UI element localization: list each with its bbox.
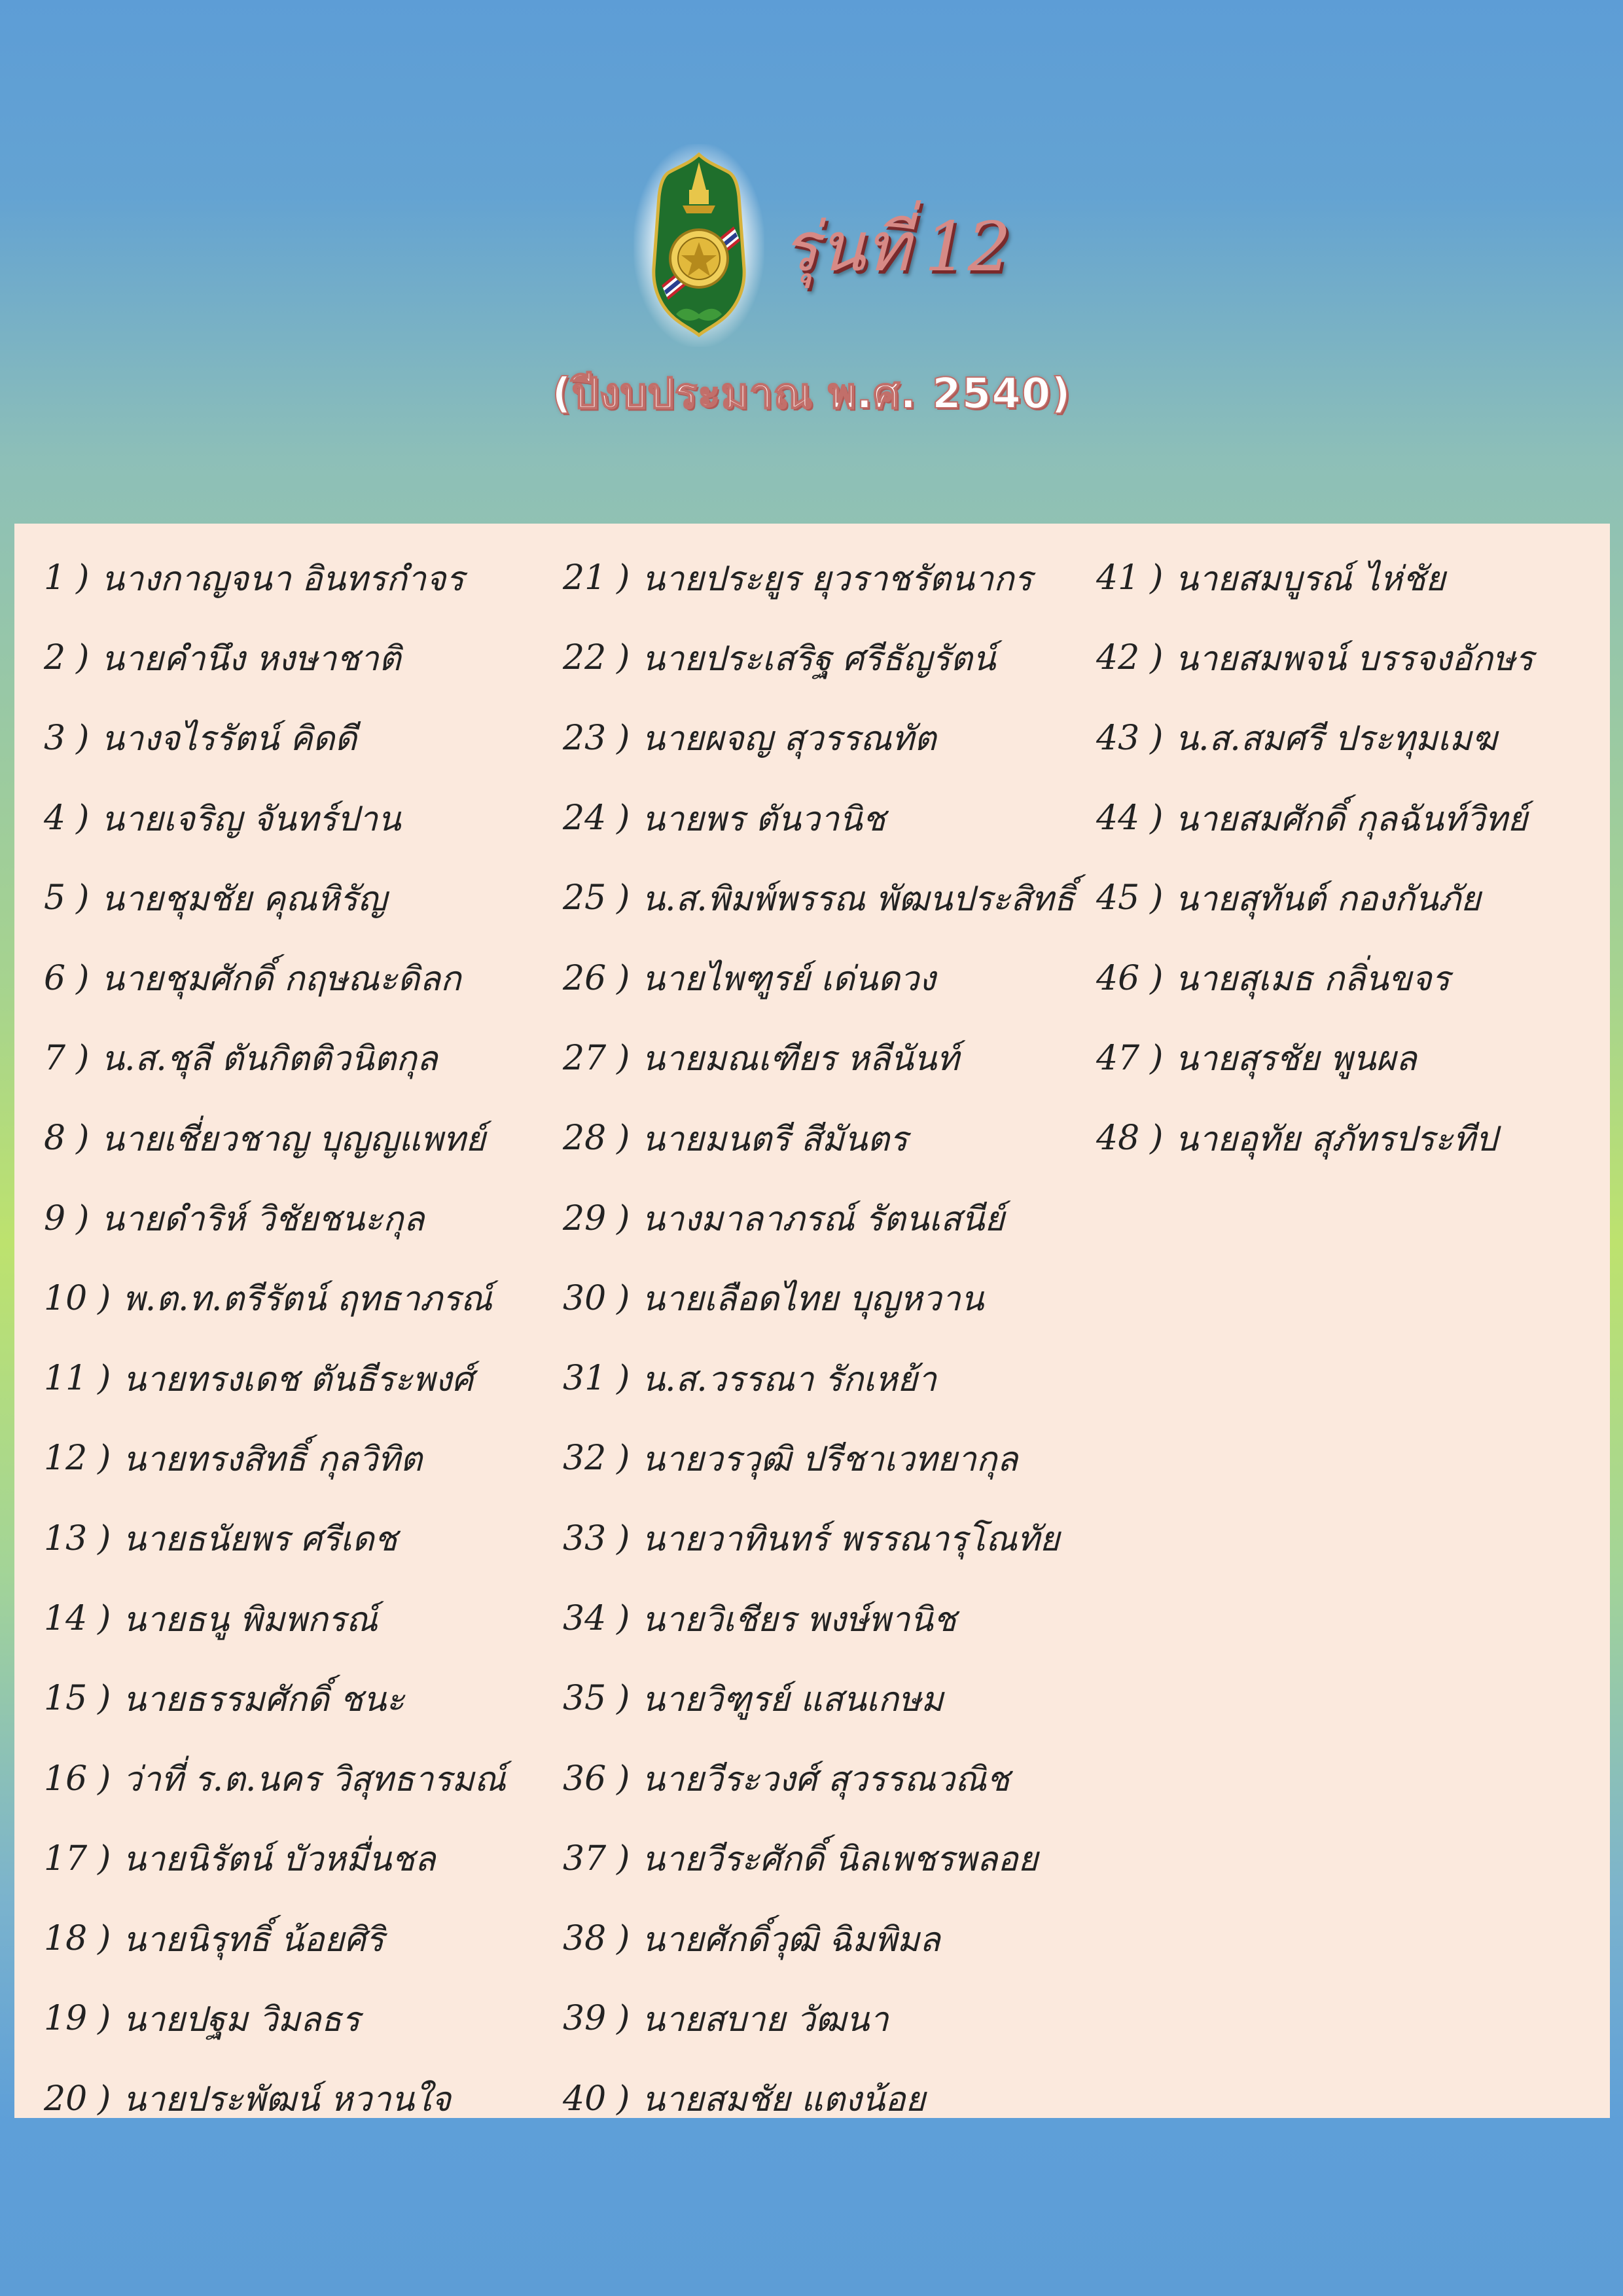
- member-name: นายเลือดไทย บุญหวาน: [641, 1280, 984, 1319]
- page-header: [0, 0, 1623, 524]
- item-number-paren: ): [76, 558, 90, 598]
- list-item: [1096, 938, 1533, 1018]
- item-number: 36: [563, 1759, 607, 1799]
- item-number: 14: [44, 1599, 88, 1638]
- list-item: [563, 618, 1075, 698]
- list-item: [563, 1819, 1075, 1899]
- item-number-paren: ): [76, 1119, 90, 1158]
- item-number: 41: [1096, 558, 1140, 598]
- item-number: 38: [563, 1919, 607, 1959]
- item-number-paren: ): [616, 958, 630, 998]
- item-number: 30: [563, 1278, 607, 1318]
- item-number: 19: [44, 1999, 88, 2039]
- item-number: 47: [1096, 1038, 1140, 1078]
- item-number: 8: [44, 1119, 66, 1158]
- list-item: [44, 1098, 506, 1178]
- organization-emblem-icon: [633, 144, 764, 347]
- item-number: 6: [44, 958, 66, 998]
- member-name: นายประพัฒน์ หวานใจ: [122, 2080, 451, 2120]
- member-name: นายเชี่ยวชาญ บุญญแพทย์: [101, 1119, 486, 1159]
- member-name: นายธรรมศักดิ์ ชนะ: [122, 1679, 405, 1719]
- item-number-paren: ): [98, 1439, 111, 1479]
- member-name: นายมณเฑียร หลีนันท์: [641, 1039, 959, 1079]
- list-item: [44, 778, 506, 858]
- member-name: นายปฐม วิมลธร: [122, 2000, 361, 2039]
- item-number: 5: [44, 878, 66, 918]
- member-column-1: [44, 524, 506, 2139]
- item-number-paren: ): [616, 798, 630, 838]
- item-number-paren: ): [76, 798, 90, 838]
- member-name: น.ส.วรรณา รักเหย้า: [641, 1359, 936, 1399]
- item-number-paren: ): [616, 718, 630, 758]
- member-name: นายสมพจน์ บรรจงอักษร: [1175, 639, 1534, 679]
- list-item: [44, 618, 506, 698]
- member-name: นายธนู พิมพกรณ์: [122, 1600, 378, 1640]
- list-item: [44, 1259, 506, 1338]
- item-number-paren: ): [98, 1919, 111, 1959]
- list-item: [563, 1979, 1075, 2058]
- member-name: นายสุทันต์ กองกันภัย: [1175, 879, 1481, 919]
- member-name: นายชุมชัย คุณหิรัญ: [101, 879, 387, 919]
- item-number-paren: ): [1150, 558, 1164, 598]
- item-number-paren: ): [616, 558, 630, 598]
- member-name: นายดำริห์ วิชัยชนะกุล: [101, 1200, 425, 1240]
- list-item: [44, 1418, 506, 1498]
- member-name: นายสบาย วัฒนา: [641, 2000, 889, 2039]
- item-number: 39: [563, 1999, 607, 2039]
- item-number: 11: [44, 1359, 88, 1399]
- item-number-paren: ): [76, 718, 90, 758]
- list-item: [44, 1018, 506, 1098]
- item-number-paren: ): [76, 878, 90, 918]
- item-number: 40: [563, 2079, 607, 2119]
- item-number: 26: [563, 958, 607, 998]
- member-name: นายพร ตันวานิช: [641, 799, 885, 839]
- list-item: [44, 1738, 506, 1818]
- item-number-paren: ): [1150, 638, 1164, 678]
- item-number-paren: ): [616, 1198, 630, 1238]
- member-name: นายวิเชียร พงษ์พานิช: [641, 1600, 957, 1640]
- list-item: [1096, 778, 1533, 858]
- item-number-paren: ): [616, 1759, 630, 1799]
- member-name: นายวีระศักดิ์ นิลเพชรพลอย: [641, 1840, 1039, 1880]
- item-number: 20: [44, 2079, 88, 2119]
- member-name: นายศักดิ์วุฒิ ฉิมพิมล: [641, 1920, 940, 1960]
- member-name: น.ส.สมศรี ประทุมเมฆ: [1175, 719, 1497, 759]
- member-name: นายผจญ สุวรรณทัต: [641, 719, 936, 759]
- item-number: 18: [44, 1919, 88, 1959]
- item-number: 42: [1096, 638, 1140, 678]
- item-number-paren: ): [1150, 878, 1164, 918]
- member-name: นายประเสริฐ ศรีธัญรัตน์: [641, 639, 996, 679]
- item-number-paren: ): [616, 1839, 630, 1878]
- list-item: [563, 938, 1075, 1018]
- item-number-paren: ): [616, 638, 630, 678]
- batch-number: 12: [924, 207, 1011, 287]
- item-number-paren: ): [616, 1599, 630, 1638]
- item-number-paren: ): [616, 1439, 630, 1479]
- list-item: [563, 538, 1075, 618]
- member-name: นายธนัยพร ศรีเดช: [122, 1520, 397, 1560]
- member-name: นางกาญจนา อินทรกำจร: [101, 559, 465, 599]
- list-item: [1096, 1098, 1533, 1178]
- item-number-paren: ): [1150, 718, 1164, 758]
- member-name: นายไพฑูรย์ เด่นดวง: [641, 960, 936, 999]
- item-number: 34: [563, 1599, 607, 1638]
- list-item: [563, 778, 1075, 858]
- item-number-paren: ): [98, 1679, 111, 1719]
- item-number-paren: ): [76, 958, 90, 998]
- list-item: [44, 698, 506, 778]
- item-number: 45: [1096, 878, 1140, 918]
- member-name: นายอุทัย สุภัทรประทีป: [1175, 1119, 1497, 1159]
- item-number: 3: [44, 718, 66, 758]
- member-list-panel: [14, 524, 1610, 2118]
- member-name: น.ส.พิมพ์พรรณ พัฒนประสิทธิ์: [641, 879, 1075, 919]
- item-number-paren: ): [98, 1999, 111, 2039]
- list-item: [563, 2059, 1075, 2139]
- item-number: 7: [44, 1038, 66, 1078]
- item-number-paren: ): [1150, 798, 1164, 838]
- item-number-paren: ): [98, 1599, 111, 1638]
- item-number: 25: [563, 878, 607, 918]
- list-item: [563, 1579, 1075, 1659]
- list-item: [563, 1899, 1075, 1979]
- item-number: 21: [563, 558, 607, 598]
- item-number-paren: ): [616, 1359, 630, 1399]
- item-number-paren: ): [616, 1919, 630, 1959]
- item-number-paren: ): [98, 1518, 111, 1558]
- list-item: [44, 1499, 506, 1579]
- item-number: 16: [44, 1759, 88, 1799]
- list-item: [563, 1018, 1075, 1098]
- list-item: [563, 1259, 1075, 1338]
- item-number-paren: ): [616, 1999, 630, 2039]
- member-column-2: [563, 524, 1075, 2139]
- item-number-paren: ): [98, 1359, 111, 1399]
- item-number-paren: ): [98, 1839, 111, 1878]
- list-item: [44, 1579, 506, 1659]
- list-item: [44, 1338, 506, 1418]
- list-item: [44, 2059, 506, 2139]
- item-number-paren: ): [616, 1518, 630, 1558]
- item-number: 9: [44, 1198, 66, 1238]
- member-name: นายคำนึง หงษาชาติ: [101, 639, 401, 679]
- list-item: [44, 1899, 506, 1979]
- list-item: [563, 1499, 1075, 1579]
- item-number: 31: [563, 1359, 607, 1399]
- item-number-paren: ): [616, 1038, 630, 1078]
- item-number-paren: ): [76, 1038, 90, 1078]
- member-name: นายวาทินทร์ พรรณารุโณทัย: [641, 1520, 1060, 1560]
- member-name: น.ส.ชุลี ตันกิตติวนิตกุล: [101, 1039, 438, 1079]
- list-item: [563, 1738, 1075, 1818]
- item-number: 44: [1096, 798, 1140, 838]
- member-name: นายมนตรี สีมันตร: [641, 1119, 908, 1159]
- item-number-paren: ): [76, 1198, 90, 1238]
- item-number-paren: ): [616, 1119, 630, 1158]
- member-name: นางมาลาภรณ์ รัตนเสนีย์: [641, 1200, 1005, 1240]
- member-name: นายทรงเดช ตันธีระพงศ์: [122, 1359, 474, 1399]
- item-number-paren: ): [1150, 1119, 1164, 1158]
- list-item: [1096, 618, 1533, 698]
- item-number: 23: [563, 718, 607, 758]
- member-name: นายวิฑูรย์ แสนเกษม: [641, 1679, 944, 1719]
- list-item: [563, 1659, 1075, 1738]
- member-name: นายวรวุฒิ ปรีชาเวทยากุล: [641, 1439, 1018, 1479]
- list-item: [563, 1418, 1075, 1498]
- item-number-paren: ): [1150, 1038, 1164, 1078]
- batch-title: [782, 207, 1011, 287]
- item-number: 4: [44, 798, 66, 838]
- fiscal-year-subtitle: (ปีงบประมาณ พ.ศ. 2540): [552, 370, 1071, 418]
- item-number-paren: ): [616, 2079, 630, 2119]
- item-number: 35: [563, 1679, 607, 1719]
- member-name: ว่าที่ ร.ต.นคร วิสุทธารมณ์: [122, 1760, 506, 1800]
- member-name: นายนิรุทธิ์ น้อยศิริ: [122, 1920, 384, 1960]
- list-item: [44, 858, 506, 938]
- member-name: นายนิรัตน์ บัวหมื่นชล: [122, 1840, 436, 1880]
- member-name: นายสมบูรณ์ ไห่ชัย: [1175, 559, 1446, 599]
- member-name: นายสมศักดิ์ กุลฉันท์วิทย์: [1175, 799, 1528, 839]
- item-number-paren: ): [98, 1278, 111, 1318]
- list-item: [563, 1178, 1075, 1258]
- item-number: 33: [563, 1518, 607, 1558]
- item-number-paren: ): [1150, 958, 1164, 998]
- item-number-paren: ): [616, 1679, 630, 1719]
- item-number: 2: [44, 638, 66, 678]
- member-name: นายประยูร ยุวราชรัตนากร: [641, 559, 1033, 599]
- member-name: นางจไรรัตน์ คิดดี: [101, 719, 357, 759]
- list-item: [1096, 538, 1533, 618]
- member-name: นายสุรชัย พูนผล: [1175, 1039, 1417, 1079]
- item-number: 24: [563, 798, 607, 838]
- list-item: [44, 938, 506, 1018]
- item-number: 32: [563, 1439, 607, 1479]
- member-name: นายชุมศักดิ์ กฤษณะดิลก: [101, 960, 461, 999]
- list-item: [44, 1659, 506, 1738]
- item-number: 15: [44, 1679, 88, 1719]
- member-name: นายวีระวงศ์ สุวรรณวณิช: [641, 1760, 1010, 1800]
- item-number: 1: [44, 558, 66, 598]
- item-number: 37: [563, 1839, 607, 1878]
- member-name: พ.ต.ท.ตรีรัตน์ ฤทธาภรณ์: [122, 1280, 493, 1319]
- member-column-3: [1096, 524, 1533, 1178]
- item-number: 29: [563, 1198, 607, 1238]
- item-number-paren: ): [616, 1278, 630, 1318]
- list-item: [1096, 1018, 1533, 1098]
- list-item: [1096, 858, 1533, 938]
- list-item: [563, 858, 1075, 938]
- list-item: [44, 1979, 506, 2058]
- item-number: 27: [563, 1038, 607, 1078]
- item-number: 46: [1096, 958, 1140, 998]
- member-name: นายสมชัย แตงน้อย: [641, 2080, 925, 2120]
- item-number: 43: [1096, 718, 1140, 758]
- item-number: 10: [44, 1278, 88, 1318]
- item-number: 17: [44, 1839, 88, 1878]
- batch-label: รุ่นที่: [782, 207, 910, 287]
- list-item: [1096, 698, 1533, 778]
- list-item: [44, 538, 506, 618]
- item-number: 22: [563, 638, 607, 678]
- member-name: นายสุเมธ กลิ่นขจร: [1175, 960, 1450, 999]
- list-item: [44, 1178, 506, 1258]
- member-name: นายทรงสิทธิ์ กุลวิทิต: [122, 1439, 423, 1479]
- list-item: [44, 1819, 506, 1899]
- item-number: 48: [1096, 1119, 1140, 1158]
- item-number-paren: ): [98, 1759, 111, 1799]
- list-item: [563, 1098, 1075, 1178]
- item-number: 12: [44, 1439, 88, 1479]
- item-number-paren: ): [98, 2079, 111, 2119]
- item-number: 28: [563, 1119, 607, 1158]
- member-name: นายเจริญ จันทร์ปาน: [101, 799, 401, 839]
- list-item: [563, 1338, 1075, 1418]
- list-item: [563, 698, 1075, 778]
- item-number-paren: ): [76, 638, 90, 678]
- item-number-paren: ): [616, 878, 630, 918]
- item-number: 13: [44, 1518, 88, 1558]
